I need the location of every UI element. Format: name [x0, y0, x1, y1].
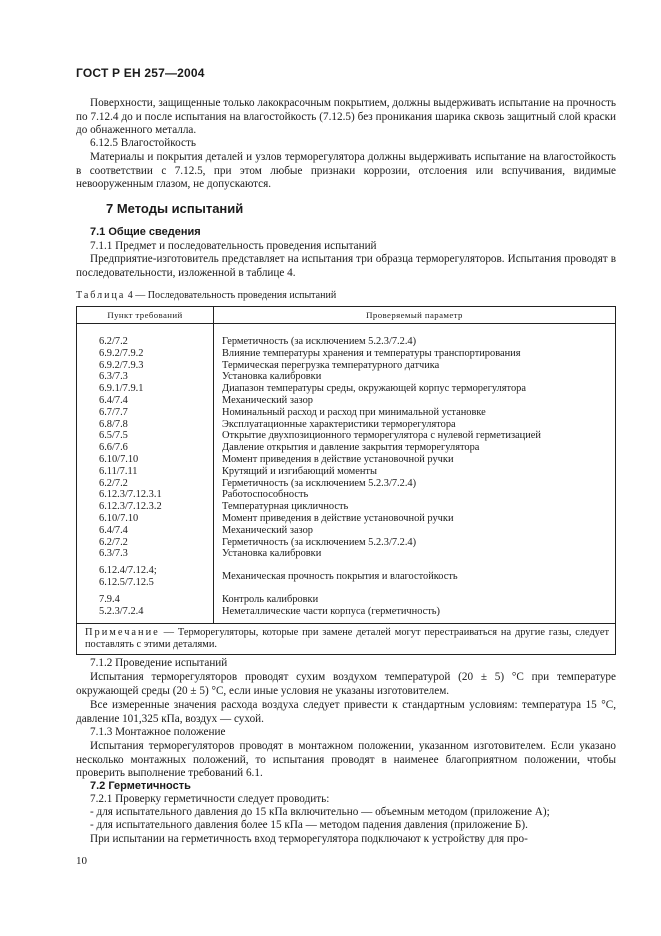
- table-cell-parameter: Работоспособность: [214, 489, 616, 501]
- paragraph-standard-conditions: Все измеренные значения расхода воздуха следует привести к стандартным условиям: температура 15 °С, давление 101,325 кПа, воздух — сухой.: [76, 699, 616, 725]
- table-cell-requirement: 6.5/7.5: [77, 430, 214, 442]
- table-row: [77, 606, 616, 624]
- table-row: [77, 454, 616, 466]
- table-cell-requirement: 6.12.4/7.12.4;: [99, 565, 157, 577]
- table-cell-parameter: Термическая перегрузка температурного датчика: [214, 360, 616, 372]
- table-cell-requirement: 6.9.1/7.9.1: [77, 383, 214, 395]
- table-row: [77, 348, 616, 360]
- table-cell-requirement: 6.4/7.4: [77, 525, 214, 537]
- paragraph-moisture-resistance: Материалы и покрытия деталей и узлов терморегулятора должны выдерживать испытание на влагостойкость в соответствии с 7.12.5, при этом любые признаки коррозии, отслоения или вспучивания, видимые невооруженным глазом, не допускаются.: [76, 151, 616, 191]
- clause-7-1-2: 7.1.2 Проведение испытаний: [90, 657, 228, 669]
- table-cell-parameter: Диапазон температуры среды, окружающей корпус терморегулятора: [214, 383, 616, 395]
- table-note-row: [77, 624, 616, 655]
- table-cell-parameter: Номинальный расход и расход при минимальной установке: [214, 407, 616, 419]
- table-row: [77, 548, 616, 560]
- table-row: [77, 442, 616, 454]
- table-cell-requirement: 6.3/7.3: [77, 548, 214, 560]
- table-caption: [76, 290, 336, 301]
- table-cell-parameter: Эксплуатационные характеристики терморегулятора: [214, 419, 616, 431]
- document-header: ГОСТ Р ЕН 257—2004: [76, 66, 205, 80]
- table-row: [77, 589, 616, 606]
- table-cell-requirement: 6.10/7.10: [77, 454, 214, 466]
- table-row: [77, 371, 616, 383]
- table-cell-parameter: Установка калибровки: [214, 548, 616, 560]
- table-caption-word: Таблица: [76, 290, 126, 301]
- table-cell-requirement: 6.2/7.2: [77, 324, 214, 348]
- table-cell-requirement: 6.11/7.11: [77, 466, 214, 478]
- table-cell-parameter: Неметаллические части корпуса (герметичность): [214, 606, 616, 624]
- note-label: Примечание: [85, 627, 160, 639]
- table-cell-parameter: Момент приведения в действие установочной ручки: [214, 454, 616, 466]
- table-cell-parameter: Температурная цикличность: [214, 501, 616, 513]
- table-cell-requirement: 6.7/7.7: [77, 407, 214, 419]
- table-row: [77, 560, 616, 589]
- table-cell-parameter: Механический зазор: [214, 395, 616, 407]
- table-row: [77, 501, 616, 513]
- table-row: [77, 525, 616, 537]
- table-note: [77, 624, 616, 655]
- clause-7-1-3: 7.1.3 Монтажное положение: [90, 726, 226, 738]
- table-cell-requirement: 6.9.2/7.9.3: [77, 360, 214, 372]
- table-cell-requirement: 7.9.4: [77, 589, 214, 606]
- table-cell-requirement: 6.9.2/7.9.2: [77, 348, 214, 360]
- paragraph-mounting-position: Испытания терморегуляторов проводят в монтажном положении, указанном изготовителем. Если указано несколько монтажных положений, то испытания проводят в наименее благоприятном положении, чтобы проверить выполнение требований 6.1.: [76, 740, 616, 780]
- table-cell-parameter: Герметичность (за исключением 5.2.3/7.2.4): [214, 324, 616, 348]
- table-cell-requirement: 6.12.5/7.12.5: [99, 576, 154, 588]
- paragraph-tightness-test: При испытании на герметичность вход терморегулятора подключают к устройству для про-: [90, 833, 528, 845]
- paragraph-test-conditions: Испытания терморегуляторов проводят сухим воздухом температурой (20 ± 5) °С при температуре окружающей среды (20 ± 5) °С, если иные условия не указаны изготовителем.: [76, 671, 616, 697]
- table-cell-requirement: 6.10/7.10: [77, 513, 214, 525]
- table-cell-requirement: 6.3/7.3: [77, 371, 214, 383]
- section-heading-test-methods: 7 Методы испытаний: [106, 201, 244, 216]
- table-cell-requirement: 6.8/7.8: [77, 419, 214, 431]
- table-cell-requirement: 6.12.3/7.12.3.1: [77, 489, 214, 501]
- table-header-requirement: Пункт требований: [77, 307, 214, 324]
- table-cell-requirement: 6.12.3/7.12.3.2: [77, 501, 214, 513]
- note-text: — Терморегуляторы, которые при замене деталей могут перестраиваться на другие газы, следует поставлять с этими деталями.: [85, 627, 609, 651]
- table-row: [77, 513, 616, 525]
- table-row: [77, 466, 616, 478]
- table-cell-requirement: 6.4/7.4: [77, 395, 214, 407]
- table-cell-parameter: Открытие двухпозиционного терморегулятора с нулевой герметизацией: [214, 430, 616, 442]
- table-row: [77, 478, 616, 490]
- page-number: 10: [76, 855, 87, 867]
- table-row: [77, 537, 616, 549]
- table-row: [77, 489, 616, 501]
- table-cell-requirement: 6.2/7.2: [77, 478, 214, 490]
- table-cell-parameter: Герметичность (за исключением 5.2.3/7.2.4): [214, 537, 616, 549]
- table-row: [77, 407, 616, 419]
- table-cell-parameter: Механический зазор: [214, 525, 616, 537]
- subsection-general: 7.1 Общие сведения: [90, 226, 201, 238]
- paragraph-paint-coating: Поверхности, защищенные только лакокрасочным покрытием, должны выдерживать испытание на прочность по 7.12.4 до и после испытания на влагостойкость (7.12.5) без проникания шарика сквозь защитный слой краски до обнаженного металла.: [76, 97, 616, 137]
- table-cell-requirement: 6.2/7.2: [77, 537, 214, 549]
- paragraph-samples: Предприятие-изготовитель представляет на испытания три образца терморегуляторов. Испытания проводят в последовательности, изложенной в таблице 4.: [76, 253, 616, 279]
- table-cell-parameter: Момент приведения в действие установочной ручки: [214, 513, 616, 525]
- table-row: [77, 360, 616, 372]
- table-cell-requirement: 6.6/7.6: [77, 442, 214, 454]
- table-row: [77, 430, 616, 442]
- clause-7-1-1: 7.1.1 Предмет и последовательность проведения испытаний: [90, 240, 377, 252]
- table-cell-parameter: Герметичность (за исключением 5.2.3/7.2.4): [214, 478, 616, 490]
- test-sequence-table: [76, 306, 616, 655]
- table-row: [77, 419, 616, 431]
- table-cell-parameter: Механическая прочность покрытия и влагостойкость: [214, 560, 616, 589]
- clause-7-2-1: 7.2.1 Проверку герметичности следует проводить:: [90, 793, 330, 805]
- bullet-pressure-drop: - для испытательного давления более 15 кПа — методом падения давления (приложение Б).: [90, 819, 528, 831]
- bullet-volumetric: - для испытательного давления до 15 кПа включительно — объемным методом (приложение А);: [90, 806, 550, 818]
- table-cell-parameter: Крутящий и изгибающий моменты: [214, 466, 616, 478]
- table-cell-parameter: Влияние температуры хранения и температуры транспортирования: [214, 348, 616, 360]
- table-header-parameter: Проверяемый параметр: [214, 307, 616, 324]
- table-cell-requirement: 5.2.3/7.2.4: [77, 606, 214, 624]
- table-row: [77, 324, 616, 348]
- clause-moisture-resistance: 6.12.5 Влагостойкость: [90, 137, 196, 149]
- table-cell-parameter: Установка калибровки: [214, 371, 616, 383]
- table-cell-parameter: Контроль калибровки: [214, 589, 616, 606]
- subsection-tightness: 7.2 Герметичность: [90, 780, 191, 792]
- table-cell-parameter: Давление открытия и давление закрытия терморегулятора: [214, 442, 616, 454]
- table-row: [77, 383, 616, 395]
- table-caption-text: 4 — Последовательность проведения испытаний: [125, 290, 337, 301]
- table-row: [77, 395, 616, 407]
